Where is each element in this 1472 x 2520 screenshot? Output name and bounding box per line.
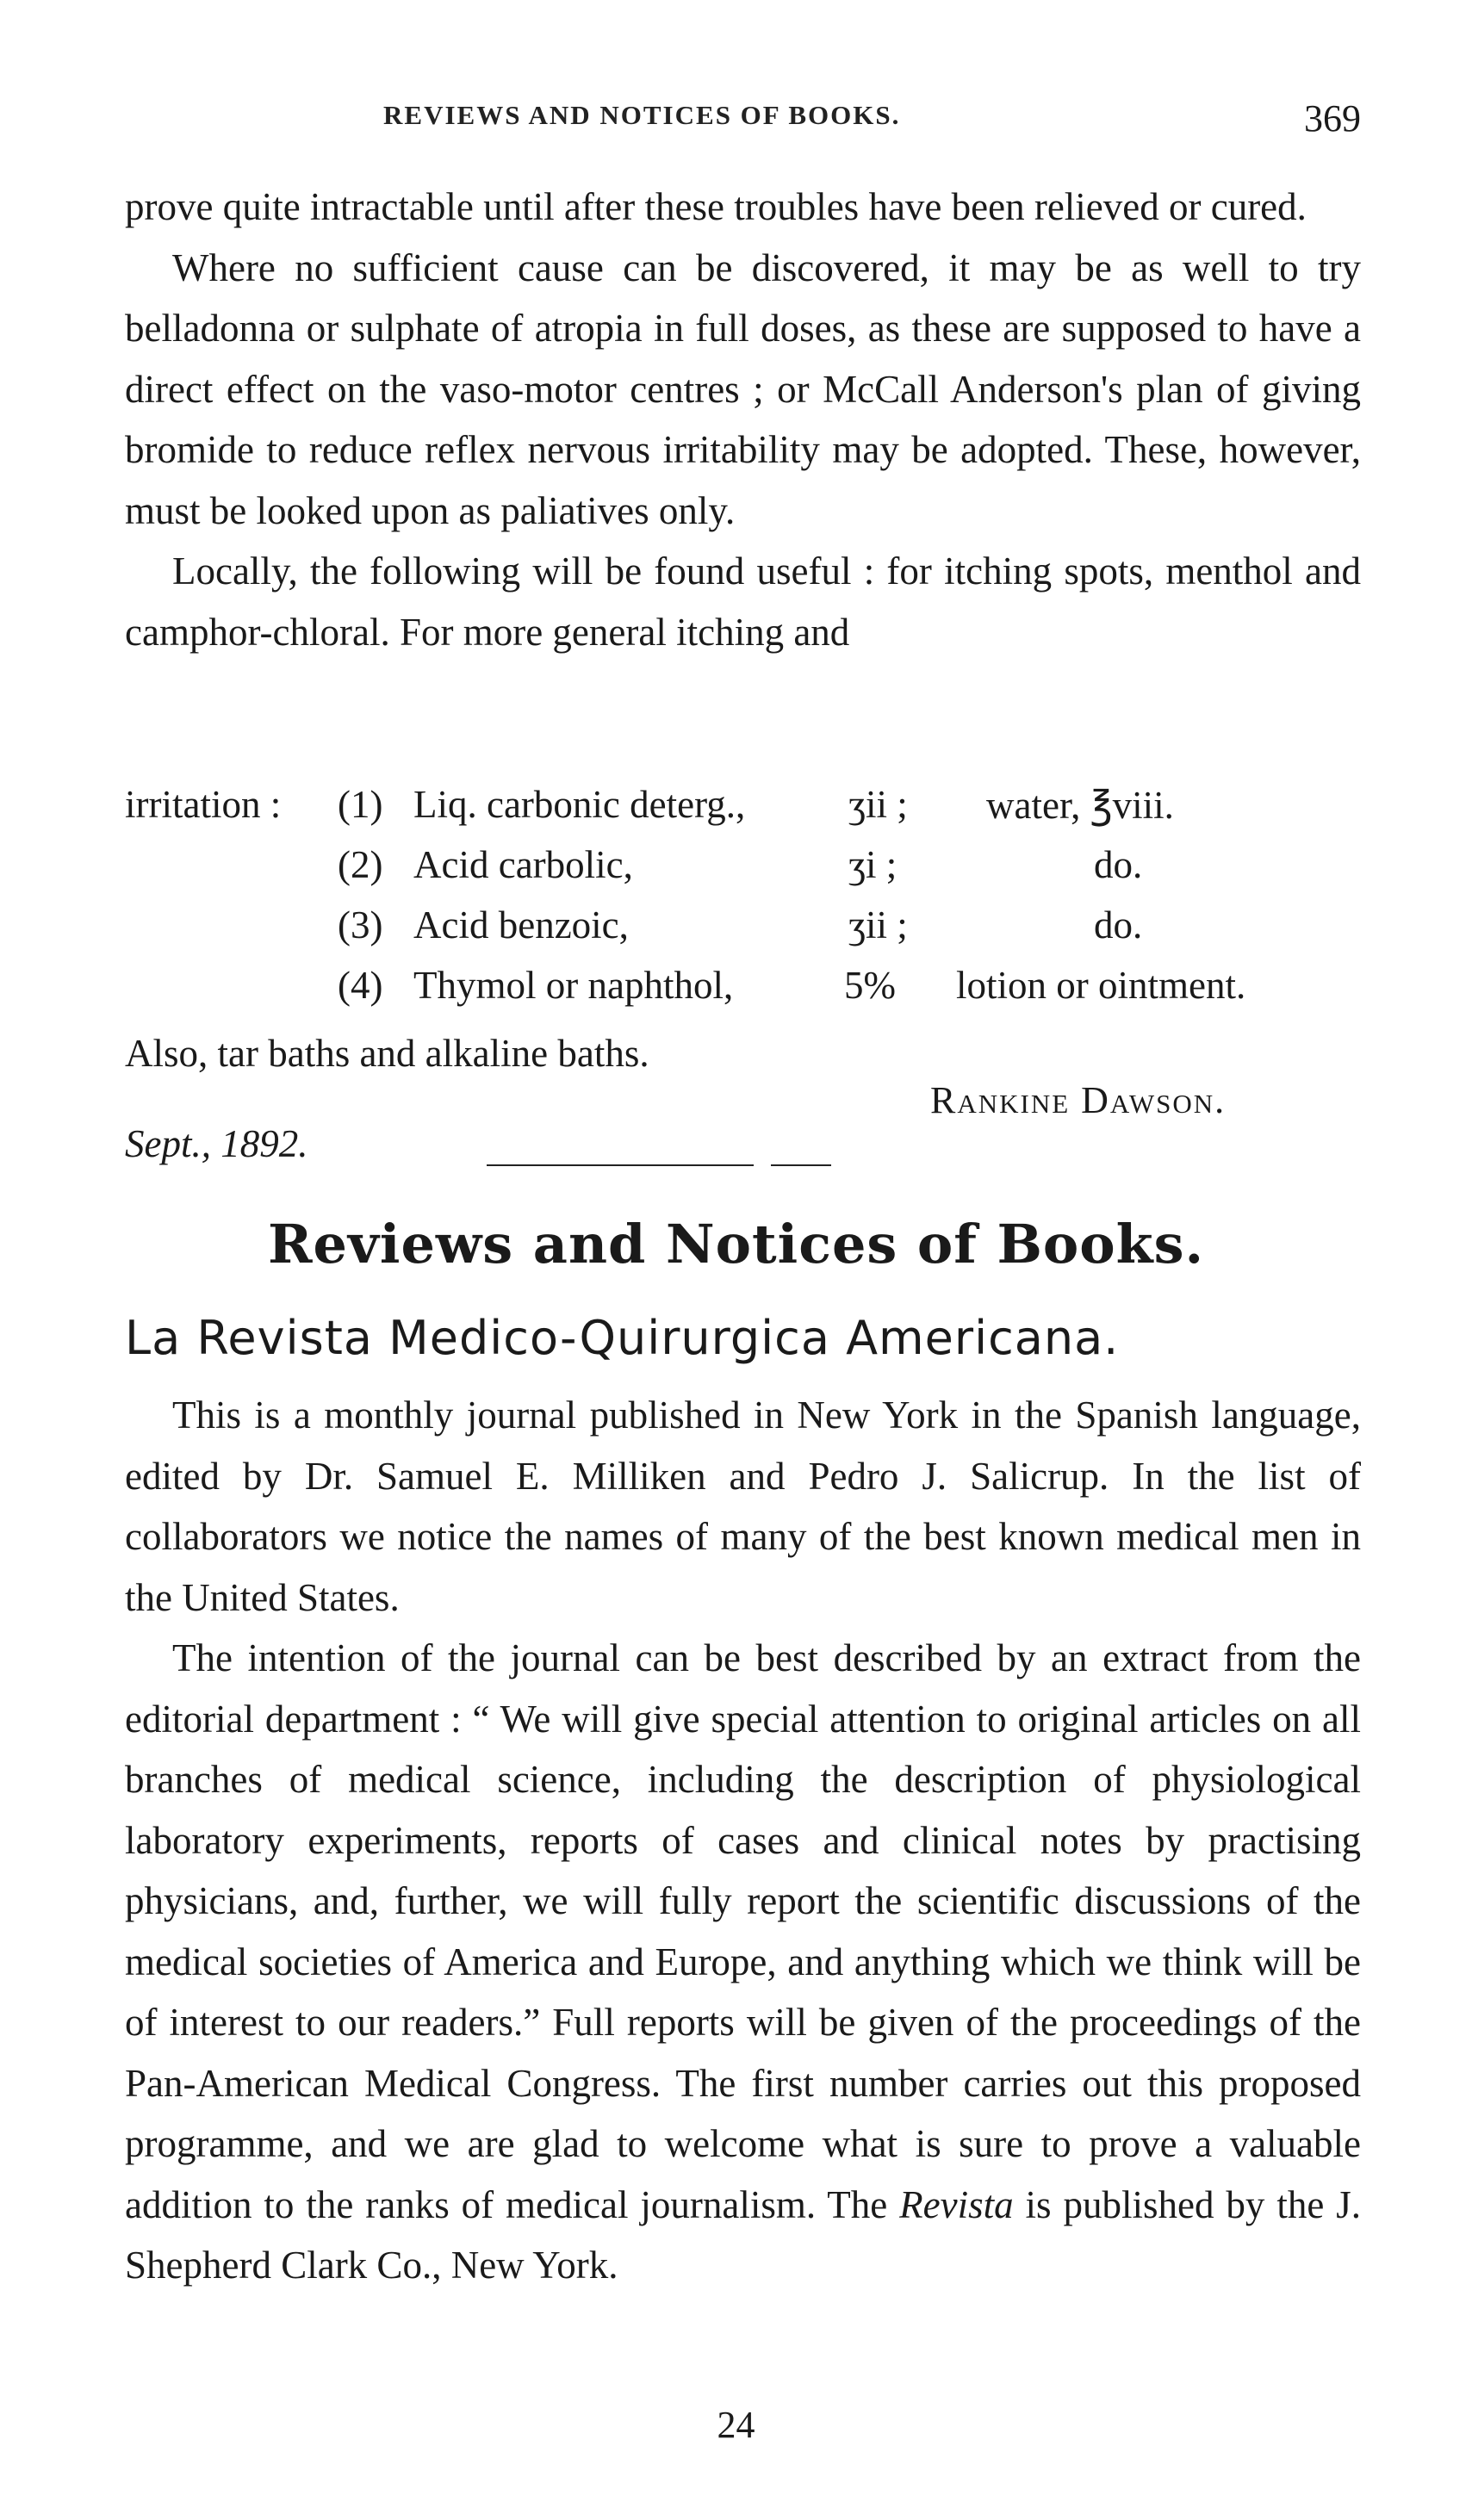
rx-dose: ʒii ;	[848, 903, 908, 947]
review-text	[125, 1385, 1361, 2296]
rx-vehicle: do.	[1094, 843, 1143, 886]
rx-drug: Liq. carbonic deterg.,	[413, 783, 746, 826]
page-header	[125, 96, 1361, 148]
rx-number: (2)	[338, 843, 383, 886]
article-text-top	[125, 177, 1361, 662]
paragraph-treatment: Where no sufficient cause can be discovered, it may be as well to try belladonna or sulphate of atropia in full doses, as these are supposed to have a direct effect on the vaso-motor centres ; or McCall Anderson's plan of giving bromide to reduce reflex nervous irritability may be adopted. These, however, must be looked upon as paliatives only.	[125, 245, 1361, 532]
prescription-row	[125, 963, 1361, 1023]
divider-rule-short	[771, 1164, 831, 1166]
review-paragraph-intention	[125, 1628, 1361, 2296]
rx-drug: Thymol or naphthol,	[413, 964, 734, 1007]
prescription-row	[125, 842, 1361, 903]
rx-dose: ʒi ;	[848, 843, 897, 886]
journal-name: Revista	[899, 2182, 1014, 2226]
prescription-row	[125, 782, 1361, 842]
review-paragraph-intention-body: The intention of the journal can be best described by an extract from the editorial department : “ We will give special attention to original articles on all branches of medical science, including the description of physiological laboratory experiments, reports of cases and clinical notes by practising physicians, and, further, we will fully report the scientific discussions of the medical societies of America and Europe, and anything which we think will be of interest to our readers.” Full reports will be given of the proceedings of the Pan-American Medical Congress. The first number carries out this proposed programme, and we are glad to welcome what is sure to prove a valuable addition to the ranks of medical journalism. The	[125, 1636, 1361, 2226]
rx-dose: ʒii ;	[848, 783, 908, 826]
rx-vehicle: do.	[1094, 903, 1143, 947]
divider-rule	[487, 1164, 754, 1166]
rx-number: (3)	[338, 903, 383, 947]
rx-number: (1)	[338, 783, 383, 826]
review-title: La Revista Medico-Quirurgica Americana.	[125, 1311, 1120, 1365]
rx-dose: 5%	[844, 964, 896, 1007]
prescription-row	[125, 903, 1361, 963]
author-signature: Rankine Dawson.	[930, 1079, 1227, 1121]
running-head: REVIEWS AND NOTICES OF BOOKS.	[383, 100, 901, 130]
article-closing	[125, 1023, 1361, 1084]
rx-drug: Acid benzoic,	[413, 903, 629, 947]
paragraph-continuation: prove quite intractable until after these troubles have been relieved or cured.	[125, 185, 1307, 228]
review-paragraph-intro: This is a monthly journal published in New York in the Spanish language, edited by Dr. Samuel E. Milliken and Pedro J. Salicrup. In the list of collaborators we notice the names of many of the best known medical men in the United States.	[125, 1393, 1361, 1619]
rx-vehicle: lotion or ointment.	[956, 964, 1246, 1007]
rx-number: (4)	[338, 964, 383, 1007]
signature-mark: 24	[717, 2404, 755, 2446]
rx-vehicle: water, ℥viii.	[986, 784, 1174, 827]
rx-lead: irritation :	[125, 783, 282, 826]
section-title: Reviews and Notices of Books.	[267, 1213, 1205, 1276]
rx-drug: Acid carbolic,	[413, 843, 633, 886]
paragraph-local-treatment: Locally, the following will be found useful : for itching spots, menthol and camphor-chloral. For more general itching and	[125, 549, 1361, 654]
article-date: Sept., 1892.	[125, 1122, 308, 1165]
paragraph-also: Also, tar baths and alkaline baths.	[125, 1032, 649, 1075]
page-number: 369	[1304, 97, 1361, 140]
review-paragraph-intention-end: is published by the J. Shepherd Clark Co., New York.	[125, 2182, 1362, 2287]
